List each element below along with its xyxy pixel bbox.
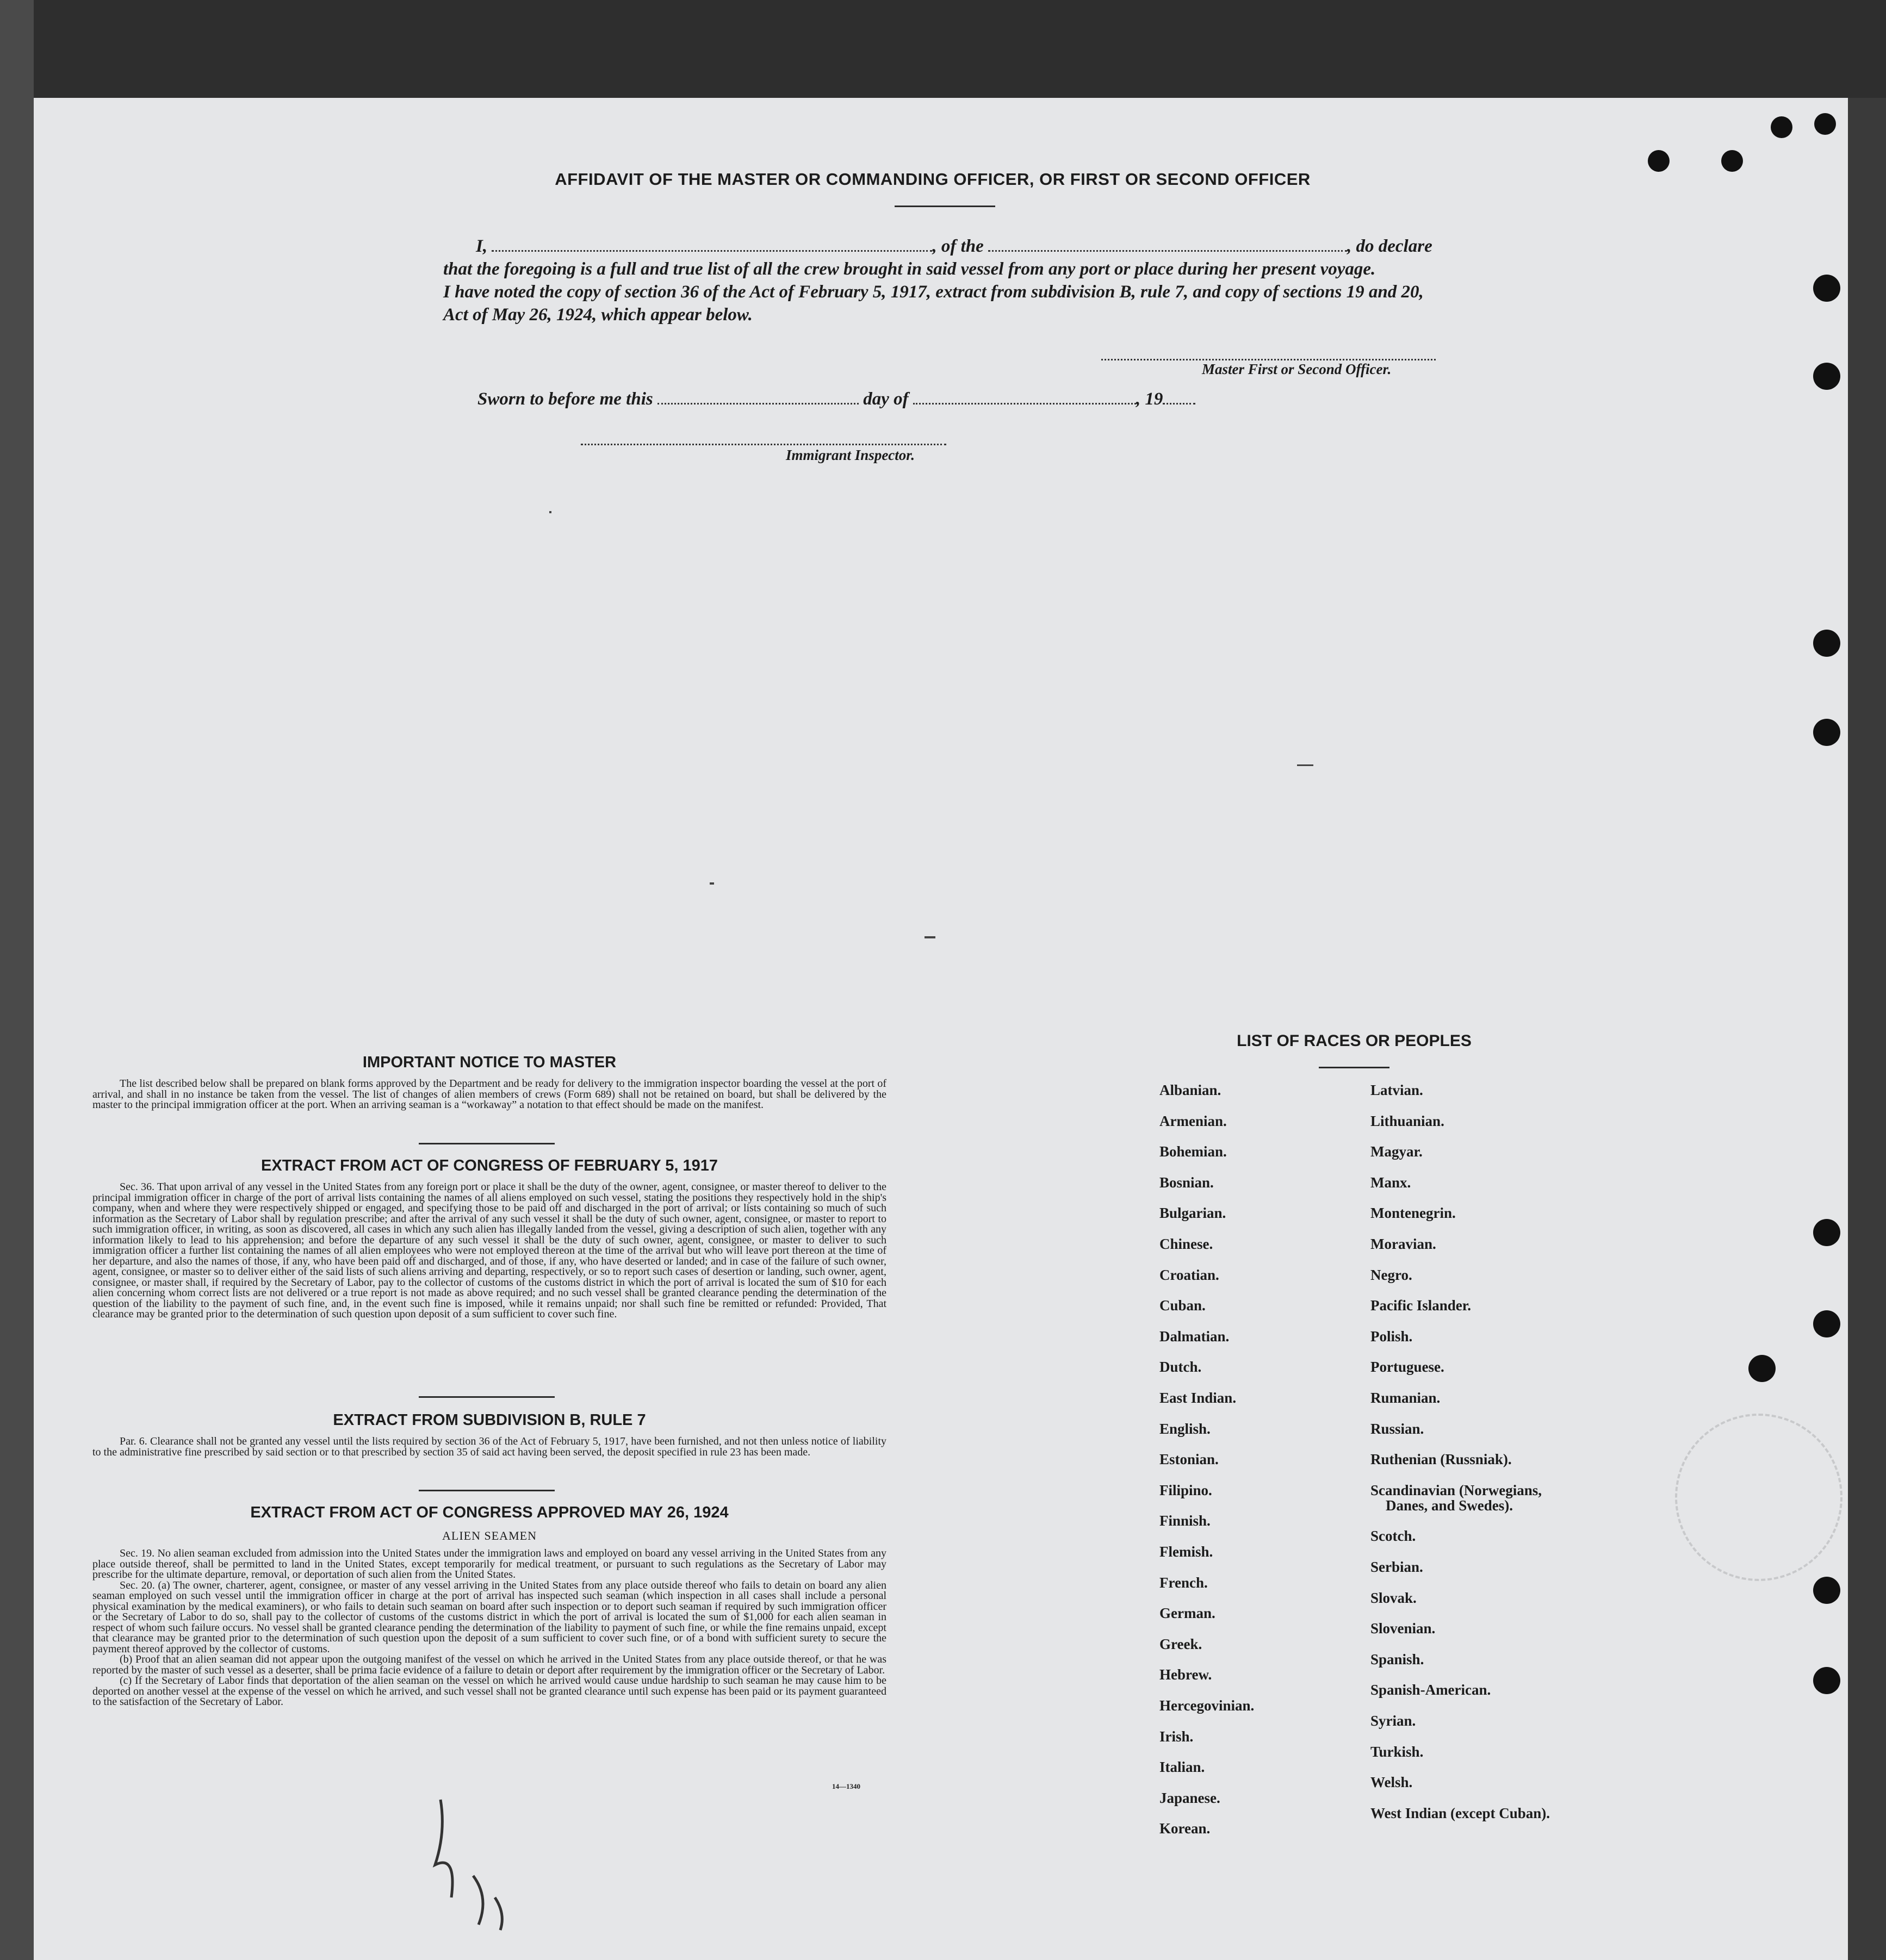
races-title: LIST OF RACES OR PEOPLES [1237, 1032, 1472, 1050]
sworn-day-field[interactable] [657, 402, 859, 405]
affidavit-title: AFFIDAVIT OF THE MASTER OR COMMANDING OFFICER, OR FIRST OR SECOND OFFICER [555, 170, 1311, 189]
race-item: Greek. [1159, 1635, 1202, 1652]
vessel-label: , of the [932, 237, 984, 256]
race-item: Croatian. [1159, 1266, 1219, 1283]
inspector-signature-field[interactable] [581, 444, 946, 445]
race-item: Syrian. [1370, 1713, 1416, 1729]
race-item: Hebrew. [1159, 1666, 1212, 1683]
race-item: Cuban. [1159, 1297, 1206, 1314]
race-item: French. [1159, 1574, 1208, 1591]
master-signature-field[interactable] [1101, 359, 1436, 360]
races-title-divider [1319, 1067, 1389, 1068]
form-number: 14—1340 [832, 1782, 860, 1790]
race-item: Irish. [1159, 1728, 1194, 1745]
race-item: Italian. [1159, 1759, 1205, 1776]
race-item: Estonian. [1159, 1451, 1219, 1468]
declarant-name-field[interactable] [492, 250, 932, 252]
race-item: East Indian. [1159, 1390, 1237, 1406]
punch-hole [1813, 719, 1840, 746]
notice-text: The list described below shall be prepared on blank forms approved by the Department and be ready for delivery to the immigration inspector boarding the vessel at the port of arrival, and shall in no instance be taken from the vessel. The list of changes of alien members of crews (Form 689) shall not be retained on board, but shall be delivered by the master to the principal immigration officer at the port. When an arriving seaman is a “workaway” a notation to that effect should be made on the manifest. [92, 1078, 886, 1111]
punch-hole [1813, 1219, 1840, 1246]
race-item: Japanese. [1159, 1789, 1220, 1806]
vessel-name-field[interactable] [988, 250, 1347, 252]
race-item: Filipino. [1159, 1482, 1212, 1498]
race-item: Chinese. [1159, 1236, 1213, 1252]
race-item: German. [1159, 1605, 1215, 1622]
race-item: Serbian. [1370, 1559, 1423, 1575]
punch-hole [1648, 150, 1670, 172]
section-20a-text: Sec. 20. (a) The owner, charterer, agent, consignee, or master of any vessel arriving in the United States from any place outside thereof who fails to detain on board any alien seaman employed on such vessel until the immigration officer in charge at the port of arrival has inspected such seaman (which inspection in all cases shall include a personal physical examination by the medical examiners), or who fails to detain such seaman on board after such inspection or to deport such seaman if required by such immigration officer or the Secretary of Labor to do so, shall pay to the collector of customs of the customs district in which the port of arrival is located the sum of $1,000 for each alien seaman in respect of whom such failure occurs. No vessel shall be granted clearance pending the determination of the liability to payment of such fine, or while the fine remains unpaid, except that clearance may be granted prior to the determination of such question upon the deposit of a sum sufficient to cover such fine, or of a bond with sufficient surety to secure the payment thereof approved by the collector of customs. [92, 1579, 886, 1655]
affidavit-line-4: Act of May 26, 1924, which appear below. [443, 305, 753, 325]
affidavit-line-3: I have noted the copy of section 36 of the Act of February 5, 1917, extract from subdivision B, rule 7, and copy of sections 19 and 20, [443, 282, 1424, 302]
scan-background-right [1848, 98, 1886, 1960]
section-20b-text: (b) Proof that an alien seaman did not appear upon the outgoing manifest of the vessel on which he arrived in the United States from any place outside thereof, or that he was reported by the master of such vessel as a deserter, shall be prima facie evidence of a failure to detain or deport after requirement by the immigration officer or the Secretary of Labor. [92, 1653, 886, 1676]
inspector-signature-caption: Immigrant Inspector. [786, 447, 915, 463]
punch-hole [1813, 1310, 1840, 1337]
race-item: Flemish. [1159, 1544, 1213, 1560]
race-item: Danes, and Swedes). [1386, 1497, 1513, 1514]
sworn-year-field[interactable] [1163, 402, 1195, 405]
affidavit-declaration-line [443, 235, 1457, 258]
race-item: Spanish-American. [1370, 1682, 1491, 1698]
alien-seamen-subtitle: ALIEN SEAMEN [442, 1529, 537, 1542]
punch-hole [1813, 630, 1840, 657]
extract-1924-text [92, 1548, 886, 1708]
scan-speck [1297, 764, 1313, 766]
race-item: Rumanian. [1370, 1390, 1441, 1406]
section-divider [419, 1396, 555, 1398]
handwritten-scribble [424, 1789, 533, 1936]
race-item: Pacific Islander. [1370, 1297, 1471, 1314]
sworn-line [477, 388, 1195, 410]
scan-background-top [0, 0, 1886, 98]
race-item: Turkish. [1370, 1743, 1424, 1760]
section-divider [419, 1490, 555, 1491]
scan-speck [710, 882, 714, 885]
rule-7-title: EXTRACT FROM SUBDIVISION B, RULE 7 [333, 1411, 646, 1429]
race-item: Portuguese. [1370, 1359, 1444, 1376]
extract-1917-title: EXTRACT FROM ACT OF CONGRESS OF FEBRUARY 5, 1917 [260, 1157, 718, 1174]
race-item: Welsh. [1370, 1774, 1413, 1791]
race-item: Latvian. [1370, 1082, 1423, 1098]
punch-hole [1813, 1667, 1840, 1694]
race-item: Bosnian. [1159, 1174, 1214, 1191]
section-19-text: Sec. 19. No alien seaman excluded from admission into the United States under the immigration laws and employed on board any vessel arriving in the United States from any place outside thereof, shall be permitted to land in the United States, except temporarily for medical treatment, or pursuant to such regulations as the Secretary of Labor may prescribe for the ultimate departure, removal, or deportation of such alien from the United States. [92, 1547, 886, 1581]
race-item: Dalmatian. [1159, 1328, 1230, 1345]
race-item: Armenian. [1159, 1112, 1227, 1129]
race-item: Korean. [1159, 1820, 1211, 1837]
section-divider [419, 1143, 555, 1144]
declare-label: , do declare [1347, 237, 1432, 256]
race-item: Polish. [1370, 1328, 1413, 1345]
master-signature-caption: Master First or Second Officer. [1202, 361, 1392, 377]
race-item: Montenegrin. [1370, 1205, 1456, 1222]
scan-speck [549, 511, 551, 513]
sworn-label: Sworn to before me this [477, 389, 653, 409]
title-divider [895, 206, 995, 207]
extract-1917-text: Sec. 36. That upon arrival of any vessel in the United States from any foreign port or place it shall be the duty of the owner, agent, consignee, or master thereof to deliver to the principal immigration officer in charge of the port of arrival lists containing the names of all aliens employed on such vessel, stating the positions they respectively hold in the ship's company, when and where they were respectively shipped or engaged, and specifying those to be paid off and discharged in the port of arrival; or lists containing so much of such information as the Secretary of Labor shall by regulation prescribe; and after the arrival of any such vessel it shall be the duty of such owner, agent, consignee, or master to report to such immigration officer, in writing, as soon as discovered, all cases in which any such alien has illegally landed from the vessel, giving a description of such alien, together with any information likely to lead to his apprehension; and before the departure of any such vessel it shall be the duty of such owner, agent, consignee, or master to deliver to such immigration officer a further list containing the names of all alien employees who were not employed thereon at the time of the arrival but who will leave port thereon at the time of her departure, and also the names of those, if any, who have been paid off and discharged, and of those, if any, who have deserted or landed; and in case of the failure of such owner, agent, consignee, or master so to deliver either of the said lists of such aliens arriving and departing, respectively, or so to report such cases of desertion or landing, such owner, agent, consignee, or master shall, if required by the Secretary of Labor, pay to the collector of customs of the customs district in which the port of arrival is located the sum of $10 for each alien concerning whom correct lists are not delivered or a true report is not made as above required; and no such vessel shall be granted clearance pending the determination of the question of the liability to the payment of such fine, and, in the event such fine is imposed, while it remains unpaid; nor shall such fine be remitted or refunded: Provided, That clearance may be granted prior to the determination of such question upon deposit of a sum sufficient to cover such fine. [92, 1181, 886, 1320]
year-label: , 19 [1136, 389, 1163, 409]
race-item: Russian. [1370, 1420, 1424, 1437]
notice-title: IMPORTANT NOTICE TO MASTER [362, 1054, 617, 1071]
race-item: West Indian (except Cuban). [1370, 1805, 1550, 1821]
race-item: Magyar. [1370, 1143, 1423, 1160]
rule-7-text: Par. 6. Clearance shall not be granted any vessel until the lists required by section 36 of the Act of February 5, 1917, have been furnished, and not then unless notice of liability to the administrative fine prescribed by said section or to that prescribed by section 35 of said act having been served, the deposit specified in rule 23 has been made. [92, 1435, 886, 1458]
race-item: Negro. [1370, 1266, 1412, 1283]
race-item: Spanish. [1370, 1651, 1424, 1667]
punch-hole [1748, 1355, 1776, 1382]
race-item: Dutch. [1159, 1359, 1202, 1376]
race-item: Scotch. [1370, 1528, 1416, 1545]
punch-hole [1813, 363, 1840, 390]
race-item: Manx. [1370, 1174, 1411, 1191]
day-of-label: day of [863, 389, 909, 409]
race-item: English. [1159, 1420, 1211, 1437]
scan-background-left [0, 0, 34, 1960]
race-item: Bohemian. [1159, 1143, 1227, 1160]
race-item: Bulgarian. [1159, 1205, 1226, 1222]
race-item: Finnish. [1159, 1513, 1211, 1529]
race-item: Hercegovinian. [1159, 1697, 1255, 1714]
scan-speck [925, 936, 935, 938]
sworn-month-field[interactable] [913, 402, 1136, 405]
race-item: Slovak. [1370, 1589, 1417, 1606]
embossed-seal [1675, 1414, 1842, 1581]
race-item: Slovenian. [1370, 1620, 1436, 1637]
race-item: Lithuanian. [1370, 1112, 1444, 1129]
race-item: Scandinavian (Norwegians, [1370, 1482, 1542, 1498]
punch-hole [1721, 150, 1743, 172]
punch-hole [1771, 116, 1792, 138]
race-item: Ruthenian (Russniak). [1370, 1451, 1512, 1468]
race-item: Moravian. [1370, 1236, 1436, 1252]
punch-hole [1813, 275, 1840, 302]
extract-1924-title: EXTRACT FROM ACT OF CONGRESS APPROVED MAY 26, 1924 [250, 1504, 729, 1521]
affidavit-line-2: that the foregoing is a full and true list of all the crew brought in said vessel from any port or place during her present voyage. [443, 259, 1376, 279]
punch-hole [1813, 1577, 1840, 1604]
race-item: Albanian. [1159, 1082, 1221, 1098]
punch-hole [1814, 113, 1836, 135]
declarant-label: I, [476, 237, 488, 256]
section-20c-text: (c) If the Secretary of Labor finds that deportation of the alien seaman on the vessel on which he arrived would cause undue hardship to such seaman he may cause him to be deported on another vessel at the expense of the vessel on which he arrived, and such vessel shall not be granted clearance until such expense has been paid or its payment guaranteed to the satisfaction of the Secretary of Labor. [92, 1675, 886, 1708]
